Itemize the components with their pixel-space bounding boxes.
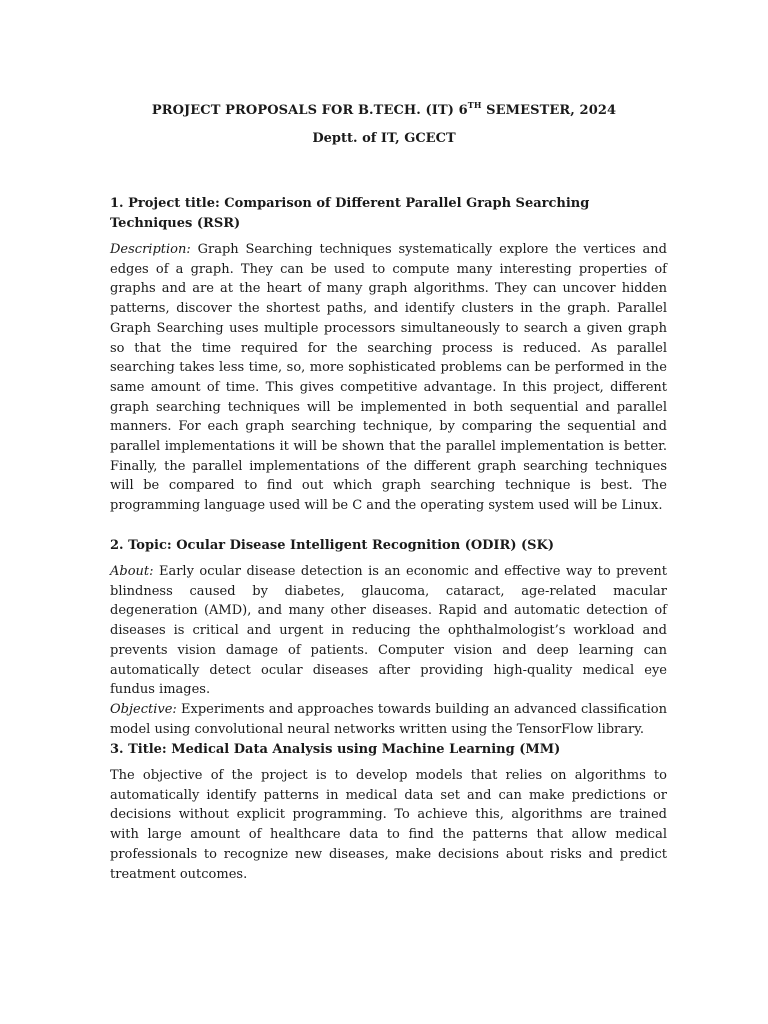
project-objective-2 — [110, 700, 667, 739]
project-body-3: The objective of the project is to develop models that relies on algorithms to automatically identify patterns in medical data set and can make predictions or decisions without explicit programming. To achieve this, algorithms are trained with large amount of healthcare data to find the patterns that allow medical professionals to recognize new diseases, make decisions about risks and predict treatment outcomes. — [110, 768, 667, 882]
description-label: Description: — [110, 242, 191, 257]
objective-label: Objective: — [110, 701, 177, 717]
title-suffix: SEMESTER, 2024 — [481, 103, 617, 118]
department-line: Deptt. of IT, GCECT — [312, 131, 456, 146]
about-label: About: — [110, 564, 154, 579]
project-section-1 — [110, 194, 667, 516]
project-heading-3: 3. Title: Medical Data Analysis using Machine Learning (MM) — [110, 742, 561, 757]
project-heading-1: 1. Project title: Comparison of Different Parallel Graph Searching Techniques (RSR) — [110, 196, 590, 231]
title-prefix: PROJECT PROPOSALS FOR B.TECH. (IT) 6 — [151, 103, 468, 118]
project-about-2 — [110, 562, 667, 700]
project-description-1 — [110, 240, 667, 516]
project-heading-2: 2. Topic: Ocular Disease Intelligent Recognition (ODIR) (SK) — [110, 538, 554, 553]
about-text: Early ocular disease detection is an economic and effective way to prevent blindness caused by diabetes, glaucoma, cataract, age-related macular degeneration (AMD), and many other diseases. Rapid and automatic detection of diseases is critical and urgent in reducing the ophthalmologist’s workload and prevents vision damage of patients. Computer vision and deep learning can automatically detect ocular diseases after providing high-quality medical eye fundus images. — [110, 564, 667, 698]
document-title — [0, 101, 768, 121]
project-section-3 — [110, 740, 667, 884]
objective-text: Experiments and approaches towards building an advanced classification model using convolutional neural networks written using the TensorFlow library. — [110, 701, 667, 737]
title-superscript: TH — [467, 99, 482, 110]
description-text: Graph Searching techniques systematically explore the vertices and edges of a graph. They can be used to compute many interesting properties of graphs and are at the heart of many graph algorithms. They can uncover hidden patterns, discover the shortest paths, and identify clusters in the graph. Parallel Graph Searching uses multiple processors simultaneously to search a given graph so that the time required for the searching process is reduced. As parallel searching takes less time, so, more sophisticated problems can be performed in the same amount of time. This gives competitive advantage. In this project, different graph searching techniques will be implemented in both sequential and parallel manners. For each graph searching technique, by comparing the sequential and parallel implementations it will be shown that the parallel implementation is better. Finally, the parallel implementations of the different graph searching techniques will be compared to find out which graph searching technique is best. The programming language used will be C and the operating system used will be Linux. — [110, 242, 667, 514]
project-section-2 — [110, 536, 667, 739]
